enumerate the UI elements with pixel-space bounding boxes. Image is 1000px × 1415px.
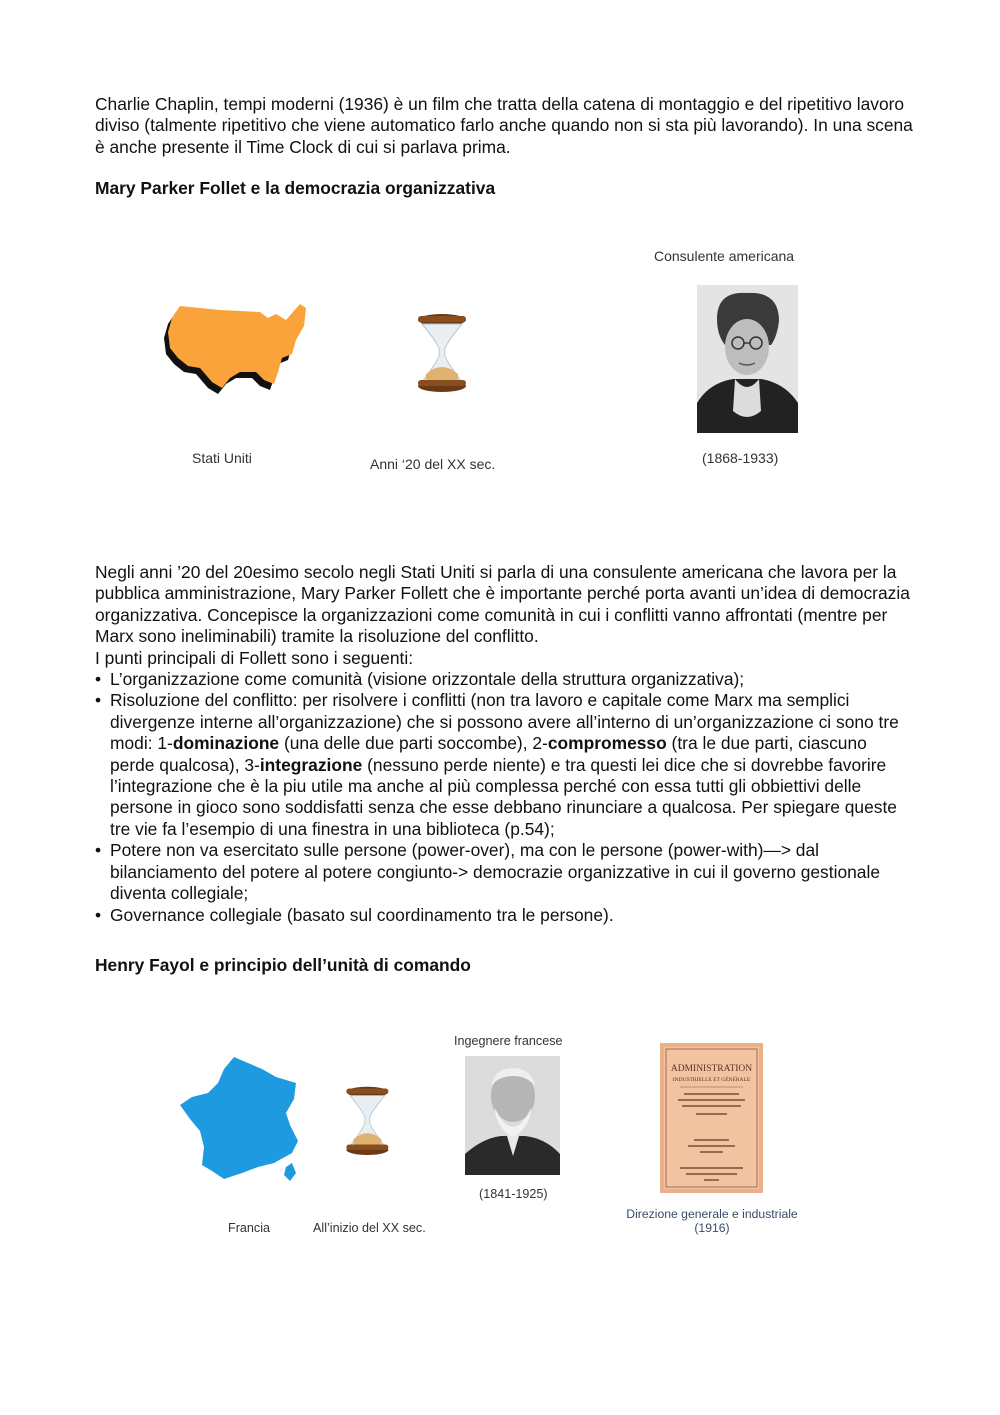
book-caption [622, 1207, 802, 1235]
point-governance: Governance collegiale (basato sul coordinamento tra le persone). [110, 904, 614, 925]
hourglass-icon [412, 312, 478, 392]
time-caption: Anni ‘20 del XX sec. [370, 456, 496, 472]
portrait-photo-follett [697, 285, 798, 433]
book-cover-image [660, 1043, 763, 1193]
book-title-line2: INDUSTRIELLE ET GÉNÉRALE [672, 1077, 751, 1083]
role-caption: Consulente americana [654, 248, 795, 264]
france-map-shape [180, 1057, 298, 1179]
dates-caption: (1868-1933) [702, 450, 779, 466]
role-caption: Ingegnere francese [454, 1034, 563, 1048]
intro-text: Charlie Chaplin, tempi moderni (1936) è un film che tratta della catena di montaggio e del ripetitivo lavoro diviso (talmente ripetitivo che viene automatico farlo anche quando non si sta più lavorando). In una scena è anche presente il Time Clock di cui si parlava prima. [95, 94, 913, 157]
follett-points-intro: I punti principali di Follett sono i seguenti: [95, 647, 414, 668]
book-title-line1: ADMINISTRATION [670, 1064, 753, 1074]
portrait-photo-fayol [465, 1056, 560, 1175]
point-conflict-text-4: (nessuno perde niente) e tra questi lei dice che si dovrebbe favorire l’integrazione che è la piu utile ma anche al più complessa perché con essa tutti gli obbiettivi delle persone in gioco sono soddisfatti senza che esse debbano rinunciare a qualcosa. Per spiegare queste tre vie fa l’esempio di una finestra in una biblioteca (p.54); [110, 754, 897, 839]
section-heading-fayol: Henry Fayol e principio dell’unità di comando [95, 955, 471, 975]
place-caption: Stati Uniti [192, 450, 252, 466]
point-community: L’organizzazione come comunità (visione orizzontale della struttura organizzativa); [110, 669, 745, 690]
point-conflict-text-3: (tra le due parti, ciascuno perde qualcosa), 3- [110, 733, 867, 775]
list-item [95, 690, 915, 840]
intro-paragraph [95, 94, 915, 158]
usa-map-icon [160, 296, 312, 398]
follett-points-list [95, 669, 915, 926]
follett-body [95, 562, 915, 926]
bullet-marker: • [95, 840, 102, 861]
term-integrazione: integrazione [259, 754, 363, 775]
term-dominazione: dominazione [172, 733, 280, 754]
point-power: Potere non va esercitato sulle persone (power-over), ma con le persone (power-with)—> dal bilanciamento del potere al potere congiunto-> democrazie organizzative in cui il governo gestionale diventa collegiale; [110, 840, 881, 904]
section-heading-follett: Mary Parker Follet e la democrazia organizzativa [95, 178, 496, 198]
book-caption-title: Direzione generale e industriale [626, 1207, 798, 1221]
list-item [95, 840, 915, 904]
place-caption: Francia [228, 1221, 270, 1235]
bullet-marker: • [95, 669, 102, 690]
bullet-marker: • [95, 690, 102, 711]
book-caption-year: (1916) [694, 1221, 730, 1235]
point-conflict-text-1: Risoluzione del conflitto: per risolvere i conflitti (non tra lavoro e capitale come Marx ma semplici divergenze interne all’organizzazione) che si possono avere all’interno di un’organizzazione ci sono tre modi: 1- [110, 690, 899, 754]
follett-paragraph: Negli anni ’20 del 20esimo secolo negli Stati Uniti si parla di una consulente americana che lavora per la pubblica amministrazione, Mary Parker Follett che è importante perché porta avanti un’idea di democrazia organizzativa. Concepisce la organizzazioni come comunità in cui i conflitti vanno affrontati (mentre per Marx sono ineliminabili) tramite la risoluzione del conflitto. [95, 562, 910, 647]
list-item [95, 669, 915, 690]
france-map-icon [178, 1055, 302, 1183]
time-caption: All’inizio del XX sec. [313, 1221, 426, 1235]
bullet-marker: • [95, 904, 102, 925]
hourglass-icon [340, 1085, 400, 1155]
dates-caption: (1841-1925) [479, 1187, 548, 1201]
list-item [95, 905, 915, 926]
point-conflict-text-2: (una delle due parti soccombe), 2- [279, 733, 548, 754]
term-compromesso: compromesso [547, 733, 667, 754]
